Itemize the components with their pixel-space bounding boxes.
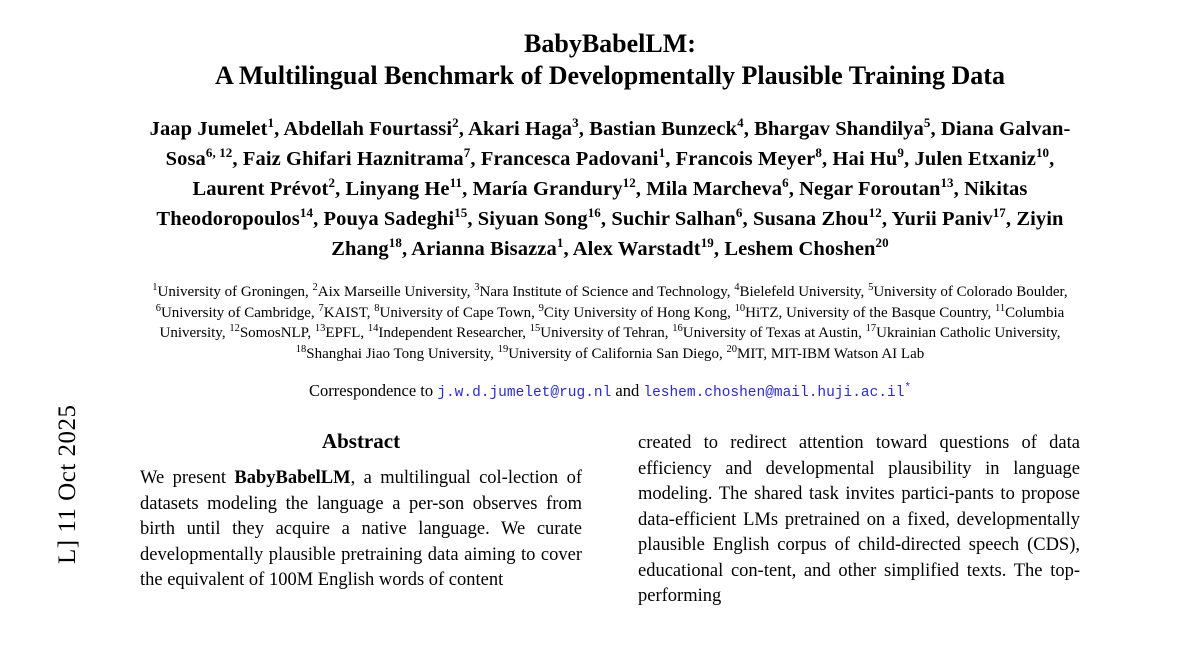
abstract-text: We present BabyBabelLM, a multilingual col-lection of datasets modeling the language a per-son observes from birth until they acquire a native language. We curate developmentally plausible pretraining data aiming to cover the equivalent of 100M English words of content xyxy=(140,468,582,590)
page-title xyxy=(140,28,1080,92)
paper-content xyxy=(140,0,1080,610)
affiliation-list: $^1$University of Groningen, $^2$Aix Marseille University, $^3$Nara Institute of Science and Technology, $^4$Bielefeld University, $^5$University of Colorado Boulder, $^6$University of Cambridge, $^7$KAIST, $^8$University of Cape Town, $^9$City University of Hong Kong, $^{10}$HiTZ, University of the Basque Country, $^{11}$Columbia University, $^{12}$SomosNLP, $^{13}$EPFL, $^{14}$Independent Researcher, $^{15}$University of Tehran, $^{16}$University of Texas at Austin, $^{17}$Ukrainian Catholic University, $^{18}$Shanghai Jiao Tong University, $^{19}$University of California San Diego, $^{20}$MIT, MIT-IBM Watson AI Lab xyxy=(152,282,1068,362)
two-column-body xyxy=(140,429,1080,610)
arxiv-vertical-stamp: L] 11 Oct 2025 xyxy=(54,404,81,564)
correspondence-email-secondary[interactable]: leshem.choshen@mail.huji.ac.il * xyxy=(643,385,911,401)
title-line-2: A Multilingual Benchmark of Developmentally Plausible Training Data xyxy=(215,61,1005,90)
correspondence-conjunction: and xyxy=(615,381,640,400)
correspondence-line xyxy=(140,381,1080,401)
author-list: Jaap Jumelet$^1$, Abdellah Fourtassi$^2$, Akari Haga$^3$, Bastian Bunzeck$^4$, Bhargav Shandilya$^5$, Diana Galvan-Sosa$^{6, 12}$, Faiz Ghifari Haznitrama$^7$, Francesca Padovani$^1$, Francois Meyer$^8$, Hai Hu$^9$, Julen Etxaniz$^{10}$, Laurent Prévot$^2$, Linyang He$^{11}$, María Grandury$^{12}$, Mila Marcheva$^6$, Negar Foroutan$^{13}$, Nikitas Theodoropoulos$^{14}$, Pouya Sadeghi$^{15}$, Siyuan Song$^{16}$, Suchir Salhan$^6$, Susana Zhou$^{12}$, Yurii Paniv$^{17}$, Ziyin Zhang$^{18}$, Arianna Bisazza$^1$, Alex Warstadt$^{19}$, Leshem Choshen$^{20}$ xyxy=(149,115,1071,260)
correspondence-prefix: Correspondence to xyxy=(308,381,434,400)
title-line-1: BabyBabelLM: xyxy=(524,29,696,58)
abstract-heading: Abstract xyxy=(321,429,401,453)
right-column-text: created to redirect attention toward questions of data efficiency and developmental plausibility in language modeling. The shared task invites partici-pants to propose data-efficient LMs pretrained on a fixed, developmentally plausible English corpus of child-directed speech (CDS), educational con-tent, and other simplified texts. The top-performing xyxy=(638,433,1080,606)
right-column xyxy=(638,429,1080,610)
correspondence-email-primary[interactable]: j.w.d.jumelet@rug.nl xyxy=(437,385,612,401)
left-column xyxy=(140,429,582,610)
